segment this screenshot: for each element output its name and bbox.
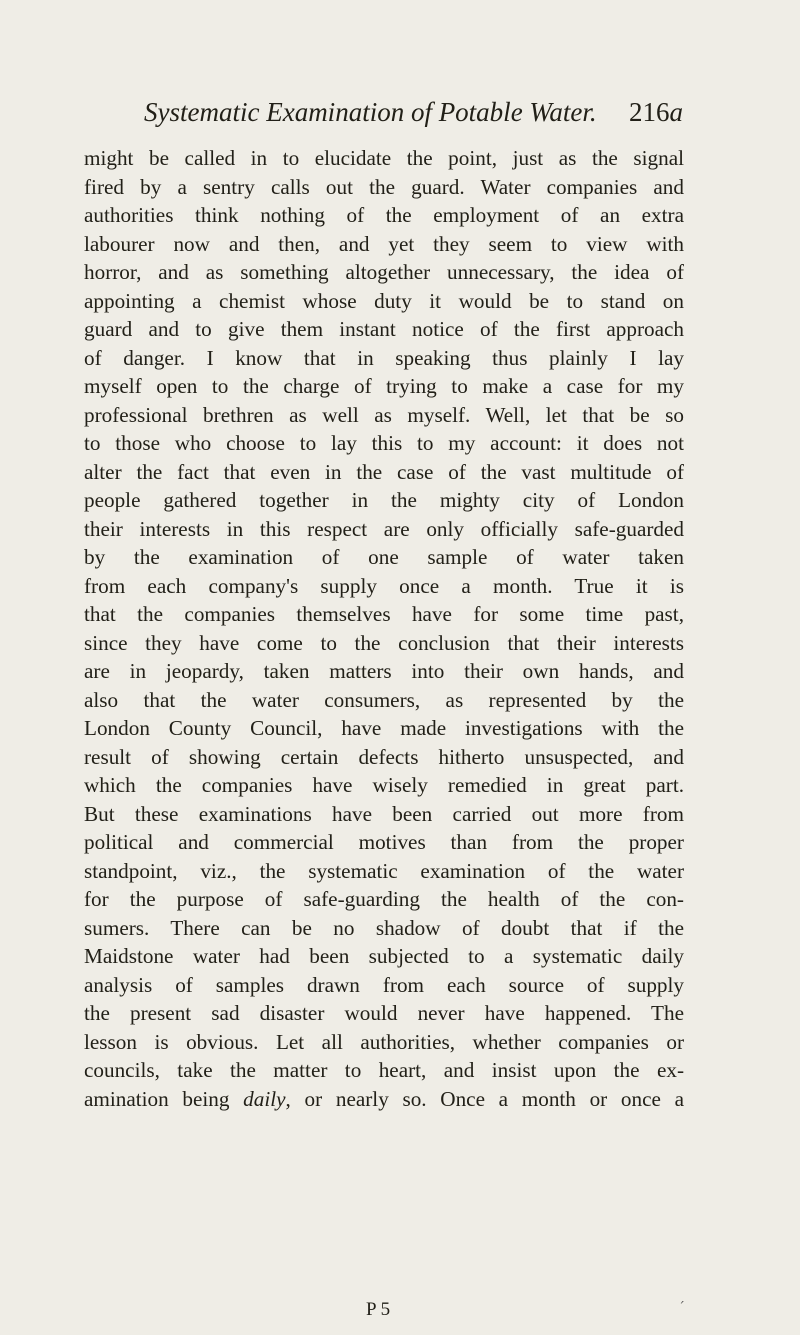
text-line: myself open to the charge of trying to make a case for my — [84, 374, 684, 398]
text-line: lesson is obvious. Let all authorities, whether companies or — [84, 1029, 684, 1054]
text-line: are in jeopardy, taken matters into their own hands, and — [84, 659, 684, 683]
text-line: appointing a chemist whose duty it would be to stand on — [84, 288, 684, 313]
text-line: also that the water consumers, as represented by the — [84, 687, 684, 712]
running-head — [0, 97, 800, 133]
page-number — [629, 97, 683, 128]
running-title: Systematic Examination of Potable Water. — [144, 97, 597, 127]
text-line: might be called in to elucidate the point, just as the signal — [84, 146, 684, 170]
text-line: But these examinations have been carried out more from — [84, 801, 684, 826]
stray-ink-mark-icon: ˊ — [678, 1300, 685, 1316]
text-line: horror, and as something altogether unnecessary, the idea of — [84, 260, 684, 284]
text-line: Maidstone water had been subjected to a systematic daily — [84, 944, 684, 968]
text-line: people gathered together in the mighty city of London — [84, 488, 684, 512]
text-line: sumers. There can be no shadow of doubt that if the — [84, 915, 684, 940]
text-line: which the companies have wisely remedied in great part. — [84, 773, 684, 797]
text-line: of danger. I know that in speaking thus plainly I lay — [84, 345, 684, 370]
signature-mark: P 5 — [366, 1299, 391, 1320]
text-line: analysis of samples drawn from each source of supply — [84, 972, 684, 997]
text-line: labourer now and then, and yet they seem to view with — [84, 231, 684, 256]
text-line: authorities think nothing of the employment of an extra — [84, 203, 684, 227]
text-line: political and commercial motives than from the proper — [84, 830, 684, 854]
text-fragment: , or nearly so. Once a month or once a — [285, 1086, 684, 1111]
text-line: result of showing certain defects hitherto unsuspected, and — [84, 744, 684, 769]
text-fragment: amination being — [84, 1086, 244, 1111]
text-line: that the companies themselves have for some time past, — [84, 602, 684, 626]
text-line: professional brethren as well as myself. Well, let that be so — [84, 402, 684, 427]
text-line: by the examination of one sample of water taken — [84, 545, 684, 569]
text-line: since they have come to the conclusion that their interests — [84, 630, 684, 655]
text-line: guard and to give them instant notice of the first approach — [84, 317, 684, 341]
text-line: the present sad disaster would never have happened. The — [84, 1001, 684, 1025]
text-line: to those who choose to lay this to my account: it does not — [84, 431, 684, 455]
body-text — [84, 144, 684, 1113]
text-line: alter the fact that even in the case of the vast multitude of — [84, 459, 684, 484]
text-line: fired by a sentry calls out the guard. Water companies and — [84, 174, 684, 199]
text-line: standpoint, viz., the systematic examination of the water — [84, 858, 684, 883]
emphasized-word: daily — [243, 1086, 286, 1111]
text-line: councils, take the matter to heart, and insist upon the ex- — [84, 1058, 684, 1082]
text-line: from each company's supply once a month. True it is — [84, 573, 684, 598]
page-number-suffix: a — [669, 97, 683, 127]
text-line: their interests in this respect are only officially safe-guarded — [84, 516, 684, 541]
text-line-last — [84, 1085, 684, 1114]
text-line: for the purpose of safe-guarding the health of the con- — [84, 887, 684, 911]
page-number-digits: 216 — [629, 97, 670, 127]
text-line: London County Council, have made investigations with the — [84, 716, 684, 740]
